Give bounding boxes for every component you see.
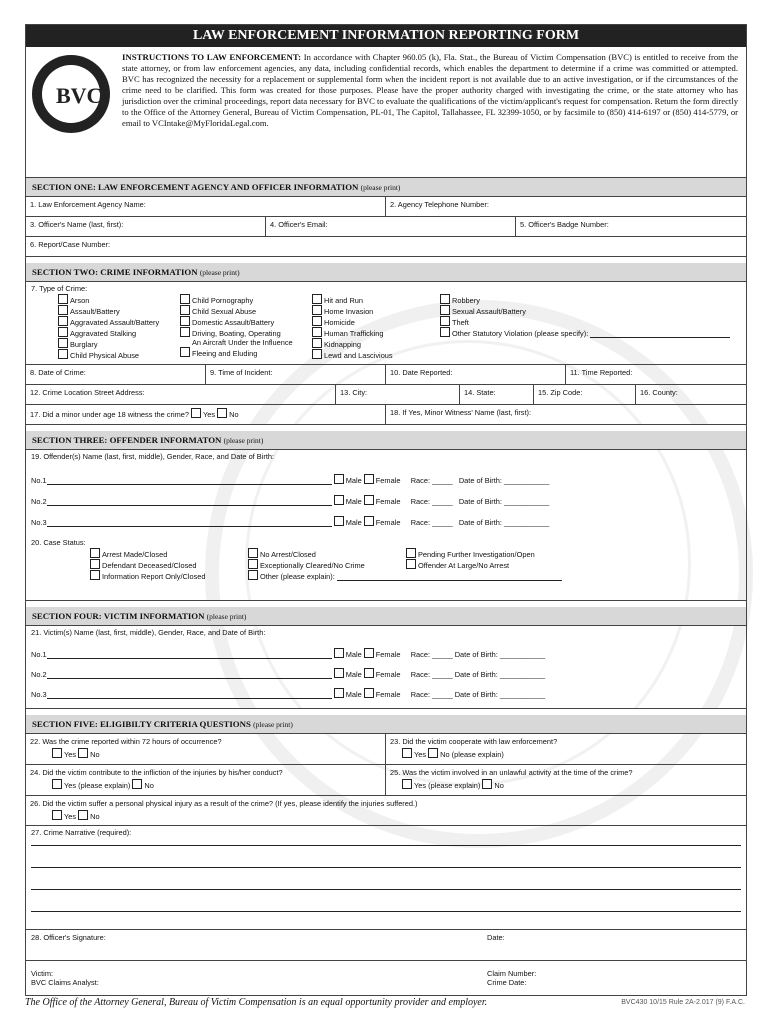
row-agency <box>26 197 746 217</box>
yes-checkbox[interactable] <box>402 748 412 758</box>
officer-badge-field[interactable]: 5. Officer's Badge Number: <box>520 220 609 229</box>
victim-block <box>26 626 746 709</box>
yes-checkbox[interactable] <box>52 810 62 820</box>
case-number-field[interactable]: 6. Report/Case Number: <box>30 240 111 249</box>
offender-row: No.1 Male Female Race: _____ Date of Birth: ___________ <box>31 476 550 485</box>
male-checkbox[interactable] <box>334 474 344 484</box>
reporting-form <box>25 24 747 996</box>
offender-name-input[interactable] <box>47 518 332 527</box>
signature-row <box>26 930 746 961</box>
form-code: BVC430 10/15 Rule 2A-2.017 (9) F.A.C. <box>621 999 745 1006</box>
checkbox[interactable] <box>248 548 258 558</box>
footer <box>25 997 755 1008</box>
male-checkbox[interactable] <box>334 495 344 505</box>
checkbox[interactable] <box>58 305 68 315</box>
other-status-input[interactable] <box>337 572 562 581</box>
section-five-header: SECTION FIVE: ELIGIBILTY CRITERIA QUESTIONS (please print) <box>26 709 746 734</box>
crime-type-col4: Robbery Sexual Assault/Battery Theft Other Statutory Violation (please specify): <box>440 294 730 338</box>
yes-checkbox[interactable] <box>52 779 62 789</box>
female-checkbox[interactable] <box>364 495 374 505</box>
case-status-label: 20. Case Status: <box>31 538 86 547</box>
offender-row: No.2 Male Female Race: _____ Date of Birth: ___________ <box>31 497 550 506</box>
zip-code-field[interactable]: 15. Zip Code: <box>534 385 636 404</box>
q23: 23. Did the victim cooperate with law enforcement? Yes No (please explain) <box>390 737 558 759</box>
narrative-line[interactable] <box>31 867 741 868</box>
female-checkbox[interactable] <box>364 668 374 678</box>
row-case-number <box>26 237 746 257</box>
checkbox[interactable] <box>440 316 450 326</box>
agency-name-field[interactable]: 1. Law Enforcement Agency Name: <box>26 197 386 216</box>
checkbox[interactable] <box>312 294 322 304</box>
checkbox[interactable] <box>248 559 258 569</box>
instructions-body: In accordance with Chapter 960.05 (k), Fla. Stat., the Bureau of Victim Compensation (BVC) is entitled to receive from the state attorney, or from law enforcement agencies, any data, including confidential records, which enables the department to determine if a crime was committed or attempted. BVC has recognized the necessity for a replacement or supplemental form when the incident report is not available due to an active investigation, or if the circumstances of the crime need to be clarified. This form was created for those purposes. Please have the proper authority charged with investigating the crime, or the state attorney who has jurisdiction over the criminal proceedings, report data necessary for BVC to evaluate the qualifications of the victim/applicant's request for compensation. Return the form directly to the Office of the Attorney General, Bureau of Victim Compensation, PL-01, The Capitol, Tallahassee, FL 32399-1050, or by facsimile to (850) 414-6197 or (850) 414-5779, or email to VCIntake@MyFloridaLegal.com. <box>122 52 739 128</box>
victim-name-input[interactable] <box>47 650 332 659</box>
instructions-lead: INSTRUCTIONS TO LAW ENFORCEMENT: <box>122 52 302 62</box>
male-checkbox[interactable] <box>334 648 344 658</box>
section-two-title: SECTION TWO: CRIME INFORMATION <box>32 267 198 277</box>
checkbox[interactable] <box>440 327 450 337</box>
crime-type-col1: Arson Assault/Battery Aggravated Assault/Battery Aggravated Stalking Burglary Child Physical Abuse <box>58 294 159 360</box>
row-minor-witness <box>26 405 746 425</box>
city-field[interactable]: 13. City: <box>336 385 460 404</box>
checkbox[interactable] <box>312 305 322 315</box>
instructions-text <box>122 52 738 129</box>
checkbox[interactable] <box>406 559 416 569</box>
offender-name-input[interactable] <box>47 497 332 506</box>
offender-name-input[interactable] <box>47 476 332 485</box>
office-claim-info: Claim Number: Crime Date: <box>487 969 537 987</box>
case-status-col3: Pending Further Investigation/Open Offender At Large/No Arrest <box>406 548 535 570</box>
q24: 24. Did the victim contribute to the infliction of the injuries by his/her conduct? Yes (please explain) No <box>26 765 386 795</box>
checkbox[interactable] <box>248 570 258 580</box>
offender-names-label: 19. Offender(s) Name (last, first, middle), Gender, Race, and Date of Birth: <box>31 452 275 461</box>
yes-checkbox[interactable] <box>52 748 62 758</box>
victim-name-input[interactable] <box>47 670 332 679</box>
office-victim-analyst: Victim: BVC Claims Analyst: <box>31 969 99 987</box>
officer-signature-label: 28. Officer's Signature: <box>31 933 106 942</box>
male-checkbox[interactable] <box>334 516 344 526</box>
crime-type-col3: Hit and Run Home Invasion Homicide Human Trafficking Kidnapping Lewd and Lascivious <box>312 294 393 360</box>
checkbox[interactable] <box>90 570 100 580</box>
form-title: LAW ENFORCEMENT INFORMATION REPORTING FORM <box>26 25 746 47</box>
no-checkbox[interactable] <box>428 748 438 758</box>
female-checkbox[interactable] <box>364 688 374 698</box>
checkbox[interactable] <box>312 316 322 326</box>
checkbox[interactable] <box>180 316 190 326</box>
checkbox[interactable] <box>58 338 68 348</box>
checkbox[interactable] <box>58 294 68 304</box>
seal-letters: BVC <box>56 83 103 108</box>
crime-type-label: 7. Type of Crime: <box>31 284 88 293</box>
signature-date-label: Date: <box>487 933 505 942</box>
no-checkbox[interactable] <box>482 779 492 789</box>
victim-row: No.1 Male Female Race: _____ Date of Birth: ___________ <box>31 650 546 659</box>
other-violation-input[interactable] <box>590 329 730 338</box>
case-status-col1: Arrest Made/Closed Defendant Deceased/Closed Information Report Only/Closed <box>90 548 206 581</box>
checkbox[interactable] <box>180 294 190 304</box>
male-checkbox[interactable] <box>334 668 344 678</box>
footer-statement: The Office of the Attorney General, Bureau of Victim Compensation is an equal opportunity provider and employer. <box>25 997 488 1008</box>
q25: 25. Was the victim involved in an unlawful activity at the time of the crime? Yes (please explain) No <box>390 768 633 790</box>
narrative-line[interactable] <box>31 889 741 890</box>
yes-checkbox[interactable] <box>191 408 201 418</box>
no-checkbox[interactable] <box>78 748 88 758</box>
bvc-seal-logo <box>32 55 110 133</box>
crime-type-col2: Child Pornography Child Sexual Abuse Domestic Assault/Battery Driving, Boating, Operating An Aircraft Under the Influence Fleeing and Eluding <box>180 294 293 358</box>
please-print-note: (please print) <box>360 183 401 192</box>
time-reported-field[interactable]: 11. Time Reported: <box>570 368 633 377</box>
checkbox[interactable] <box>440 294 450 304</box>
checkbox[interactable] <box>58 327 68 337</box>
narrative-line[interactable] <box>31 845 741 846</box>
checkbox[interactable] <box>58 316 68 326</box>
female-checkbox[interactable] <box>364 516 374 526</box>
section-three-title: SECTION THREE: OFFENDER INFORMATON <box>32 435 222 445</box>
agency-phone-field[interactable]: 2. Agency Telephone Number: <box>390 200 489 209</box>
male-checkbox[interactable] <box>334 688 344 698</box>
victim-name-input[interactable] <box>47 690 332 699</box>
q22: 22. Was the crime reported within 72 hours of occurrence? Yes No <box>26 734 386 764</box>
row-officer <box>26 217 746 237</box>
office-use-row <box>26 961 746 995</box>
offender-row: No.3 Male Female Race: _____ Date of Birth: ___________ <box>31 518 550 527</box>
offender-block <box>26 450 746 601</box>
officer-name-field[interactable]: 3. Officer's Name (last, first): <box>26 217 266 236</box>
state-field[interactable]: 14. State: <box>460 385 534 404</box>
checkbox[interactable] <box>312 327 322 337</box>
crime-narrative-block <box>26 826 746 930</box>
row-dates <box>26 365 746 385</box>
victim-names-label: 21. Victim(s) Name (last, first, middle), Gender, Race, and Date of Birth: <box>31 628 266 637</box>
no-checkbox[interactable] <box>78 810 88 820</box>
section-five-title: SECTION FIVE: ELIGIBILTY CRITERIA QUESTIONS <box>32 719 251 729</box>
date-reported-field[interactable]: 10. Date Reported: <box>386 365 566 384</box>
checkbox[interactable] <box>90 559 100 569</box>
checkbox[interactable] <box>90 548 100 558</box>
crime-type-block <box>26 282 746 365</box>
section-two-header: SECTION TWO: CRIME INFORMATION (please print) <box>26 257 746 282</box>
officer-email-field[interactable]: 4. Officer's Email: <box>266 217 516 236</box>
checkbox[interactable] <box>440 305 450 315</box>
checkbox[interactable] <box>58 349 68 359</box>
narrative-line[interactable] <box>31 911 741 912</box>
victim-row: No.3 Male Female Race: _____ Date of Birth: ___________ <box>31 690 546 699</box>
victim-row: No.2 Male Female Race: _____ Date of Birth: ___________ <box>31 670 546 679</box>
minor-witness-question: 17. Did a minor under age 18 witness the crime? Yes No <box>26 405 386 424</box>
row-location <box>26 385 746 405</box>
section-four-header: SECTION FOUR: VICTIM INFORMATION (please print) <box>26 601 746 626</box>
time-of-incident-field[interactable]: 9. Time of Incident: <box>206 365 386 384</box>
checkbox[interactable] <box>312 338 322 348</box>
section-four-title: SECTION FOUR: VICTIM INFORMATION <box>32 611 205 621</box>
date-of-crime-field[interactable]: 8. Date of Crime: <box>26 365 206 384</box>
county-field[interactable]: 16. County: <box>640 388 678 397</box>
instructions-block <box>26 47 746 178</box>
row-q24-q25 <box>26 765 746 796</box>
row-q26 <box>26 796 746 826</box>
checkbox[interactable] <box>406 548 416 558</box>
female-checkbox[interactable] <box>364 648 374 658</box>
section-one-header <box>26 178 746 197</box>
case-status-col2: No Arrest/Closed Exceptionally Cleared/No Crime Other (please explain): <box>248 548 562 581</box>
checkbox[interactable] <box>312 349 322 359</box>
street-address-field[interactable]: 12. Crime Location Street Address: <box>26 385 336 404</box>
section-three-header: SECTION THREE: OFFENDER INFORMATON (please print) <box>26 425 746 450</box>
row-q22-q23 <box>26 734 746 765</box>
section-one-title: SECTION ONE: LAW ENFORCEMENT AGENCY AND OFFICER INFORMATION <box>32 182 359 192</box>
female-checkbox[interactable] <box>364 474 374 484</box>
checkbox[interactable] <box>180 327 190 337</box>
no-checkbox[interactable] <box>217 408 227 418</box>
minor-witness-name-field[interactable]: 18. If Yes, Minor Witness' Name (last, first): <box>390 408 532 417</box>
checkbox[interactable] <box>180 347 190 357</box>
yes-checkbox[interactable] <box>402 779 412 789</box>
crime-narrative-label: 27. Crime Narrative (required): <box>31 828 132 837</box>
no-checkbox[interactable] <box>132 779 142 789</box>
checkbox[interactable] <box>180 305 190 315</box>
q26: 26. Did the victim suffer a personal physical injury as a result of the crime? (If yes, please identify the injuries suffered.) Yes No <box>30 799 418 821</box>
